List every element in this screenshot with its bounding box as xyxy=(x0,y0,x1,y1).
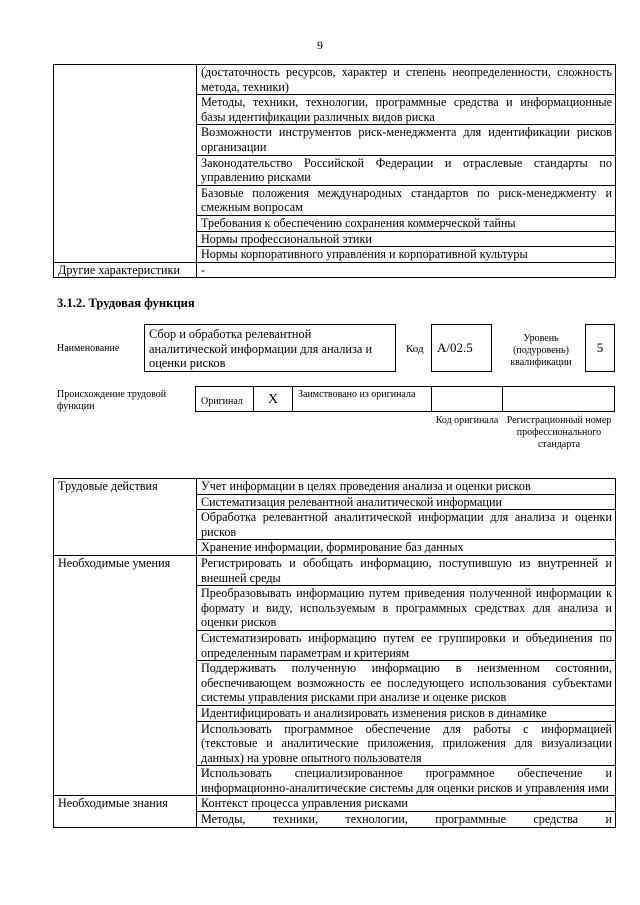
original-box xyxy=(195,386,254,412)
table-row: Законодательство Российской Федерации и отраслевые стандарты по управлению рисками xyxy=(197,155,616,185)
borrowed-label: Заимствовано из оригинала xyxy=(298,389,416,400)
table-row: Контекст процесса управления рисками xyxy=(197,796,616,812)
original-label: Оригинал xyxy=(201,396,243,407)
table-row: Поддерживать полученную информацию в неизменном состоянии, обеспечивающем возможность ее последующего использования субъектами системы управления рисками при анализе и оценке рисков xyxy=(197,661,616,706)
original-mark: X xyxy=(267,392,279,407)
other-characteristics-label: Другие характеристики xyxy=(54,262,197,278)
other-characteristics-value: - xyxy=(197,262,616,278)
table-row: Учет информации в целях проведения анализа и оценки рисков xyxy=(197,479,616,495)
table-row: Нормы корпоративного управления и корпоративной культуры xyxy=(197,247,616,263)
code-original-box xyxy=(431,386,503,412)
reg-number-caption: Регистрационный номер профессионального стандарта xyxy=(506,415,612,450)
table-row: Использовать специализированное программное обеспечение и информационно-аналитические системы для оценки рисков и управления ими xyxy=(197,766,616,796)
table-row: Требования к обеспечению сохранения коммерческой тайны xyxy=(197,215,616,231)
function-name-box xyxy=(144,324,396,372)
name-label: Наименование xyxy=(57,343,120,354)
code-label: Код xyxy=(406,343,424,355)
table-row: Идентифицировать и анализировать изменения рисков в динамике xyxy=(197,705,616,721)
labor-function-table xyxy=(53,478,616,828)
table-row: Использовать программное обеспечение для работы с информацией (текстовые и аналитические приложения, приложения для визуализации данных) на уровне опытного пользователя xyxy=(197,721,616,766)
group-label: Трудовые действия xyxy=(54,479,197,556)
table-row: Обработка релевантной аналитической информации для анализа и оценки рисков xyxy=(197,510,616,540)
table-row: Возможности инструментов риск-менеджмента для идентификации рисков организации xyxy=(197,125,616,155)
table-row: Нормы профессиональной этики xyxy=(197,231,616,247)
table-row: Систематизировать информацию путем ее группировки и объединения по определенным параметрам и критериям xyxy=(197,630,616,660)
table-row: Систематизация релевантной аналитической информации xyxy=(197,494,616,510)
original-mark-box xyxy=(253,386,293,412)
table-row: Базовые положения международных стандартов по риск-менеджменту и смежным вопросам xyxy=(197,185,616,215)
origin-label: Происхождение трудовой функции xyxy=(57,389,167,412)
section-heading: 3.1.2. Трудовая функция xyxy=(57,296,195,310)
level-value: 5 xyxy=(596,340,604,355)
table-row: Методы, техники, технологии, программные средства и xyxy=(197,812,616,828)
table-row: Методы, техники, технологии, программные средства и информационные базы идентификации различных видов риска xyxy=(197,95,616,125)
group-label: Необходимые знания xyxy=(54,796,197,827)
empty-label-cell xyxy=(54,65,197,263)
code-box xyxy=(431,324,492,372)
group-label: Необходимые умения xyxy=(54,555,197,796)
table-row: Регистрировать и обобщать информацию, поступившую из внутренней и внешней среды xyxy=(197,555,616,585)
code-original-caption: Код оригинала xyxy=(435,415,499,426)
table-row: (достаточность ресурсов, характер и степень неопределенности, сложность метода, техники) xyxy=(197,65,616,95)
borrowed-box xyxy=(292,386,432,412)
code-value: A/02.5 xyxy=(437,340,473,355)
level-box xyxy=(585,324,615,372)
page-number: 9 xyxy=(317,38,323,52)
reg-number-box xyxy=(502,386,615,412)
table-row: Хранение информации, формирование баз данных xyxy=(197,540,616,556)
table-row: Преобразовывать информацию путем приведения полученной информации к формату и виду, используемым в программных средствах для анализа и оценки рисков xyxy=(197,586,616,631)
level-label: Уровень (подуровень) квалификации xyxy=(510,333,572,368)
function-name-value: Сбор и обработка релевантной аналитической информации для анализа и оценки рисков xyxy=(149,327,373,370)
knowledge-continuation-table xyxy=(53,64,616,278)
